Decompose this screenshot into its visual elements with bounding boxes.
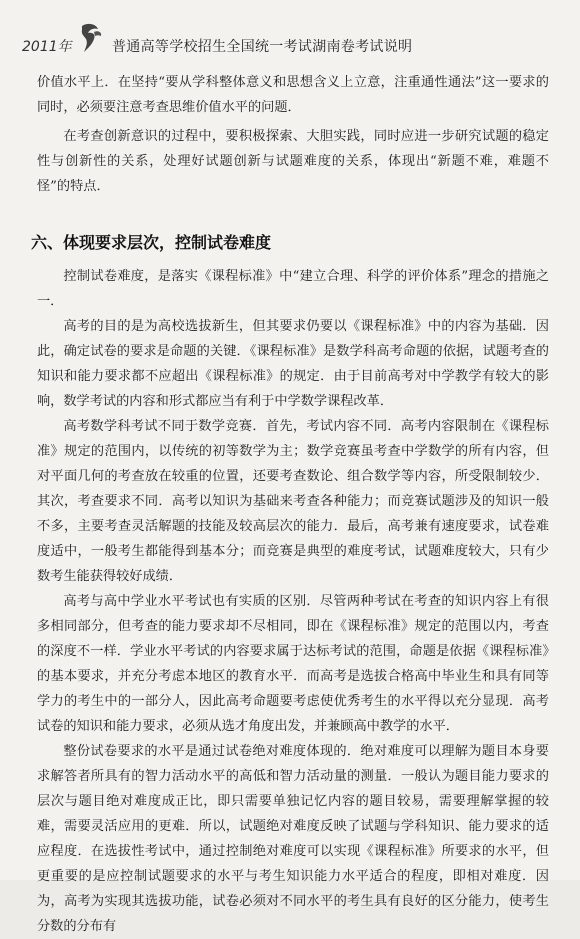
paragraph-absolute-difficulty: 整份试卷要求的水平是通过试卷绝对难度体现的．绝对难度可以理解为题目本身要求解答者所具有的智力活动水平的高低和智力活动量的测量．一般认为题目能力要求的层次与题目绝对难度成正比，即只需要单独记忆内容的题目较易，需要理解掌握的较难，需要灵活应用的更难．所以，试题绝对难度反映了试题与学科知识、能力要求的适应程度．在选拔性考试中，通过控制绝对难度可以实现《课程标准》所要求的水平，但更重要的是应控制试题要求的水平与考生知识能力水平适合的程度，即相对难度．因为，高考为实现其选拔功能，试卷必须对不同水平的考生具有良好的区分能力，使考生分数的分布有 — [37, 744, 549, 934]
paragraph-exam-purpose: 高考的目的是为高校选拔新生，但其要求仍要以《课程标准》中的内容为基础．因此，确定试卷的要求是命题的关键．《课程标准》是数学科高考命题的依据，试题考查的知识和能力要求都不应超出《课程标准》的规定．由于目前高考对中学教学有较大的影响，数学考试的内容和形式都应当有利于中学数学课程改革． — [37, 319, 549, 409]
paragraph-vs-competition: 高考数学科考试不同于数学竞赛．首先，考试内容不同．高考内容限制在《课程标准》规定的范围内，以传统的初等数学为主；数学竞赛虽考查中学数学的所有内容，但对平面几何的考查放在较重的位置，还要考查数论、组合数学等内容，所受限制较少．其次，考查要求不同．高考以知识为基础来考查各种能力；而竞赛试题涉及的知识一般不多，主要考查灵活解题的技能及较高层次的能力．最后，高考兼有速度要求，试卷难度适中，一般考生都能得到基本分；而竞赛是典型的难度考试，试题难度较大，只有少数考生能获得较好成绩． — [37, 419, 549, 584]
section-heading: 六、体现要求层次，控制试卷难度 — [31, 233, 272, 252]
header-title: 普通高等学校招生全国统一考试湖南卷考试说明 — [112, 39, 413, 55]
paragraph-intro-continued: 价值水平上．在坚持“要从学科整体意义和思想含义上立意，注重通性通法”这一要求的同时，必须要注意考查思维价值水平的问题． — [37, 75, 549, 115]
paragraph-vs-proficiency-test: 高考与高中学业水平考试也有实质的区别．尽管两种考试在考查的知识内容上有很多相同部分，但考查的能力要求却不尽相同，即在《课程标准》规定的范围以内，考查的深度不一样．学业水平考试的内容要求属于达标考试的范围，命题是依据《课程标准》的基本要求，并充分考虑本地区的教育水平．而高考是选拔合格高中毕业生和具有同等学力的考生中的一部分人，因此高考命题要考虑使优秀考生的水平得以充分显现．高考试卷的知识和能力要求，必须从选才角度出发，并兼顾高中教学的水平． — [37, 594, 549, 734]
page-body — [31, 70, 549, 939]
paragraph-control-difficulty: 控制试卷难度，是落实《课程标准》中“建立合理、科学的评价体系”理念的措施之一． — [37, 269, 549, 309]
paragraph-innovation: 在考查创新意识的过程中，要积极探索、大胆实践，同时应进一步研究试题的稳定性与创新性的关系，处理好试题创新与试题难度的关系，体现出“新题不难，难题不怪”的特点． — [37, 129, 549, 194]
page-header — [22, 26, 562, 60]
header-year: 2011年 — [22, 39, 72, 55]
calligraphy-logo-icon — [76, 20, 106, 54]
